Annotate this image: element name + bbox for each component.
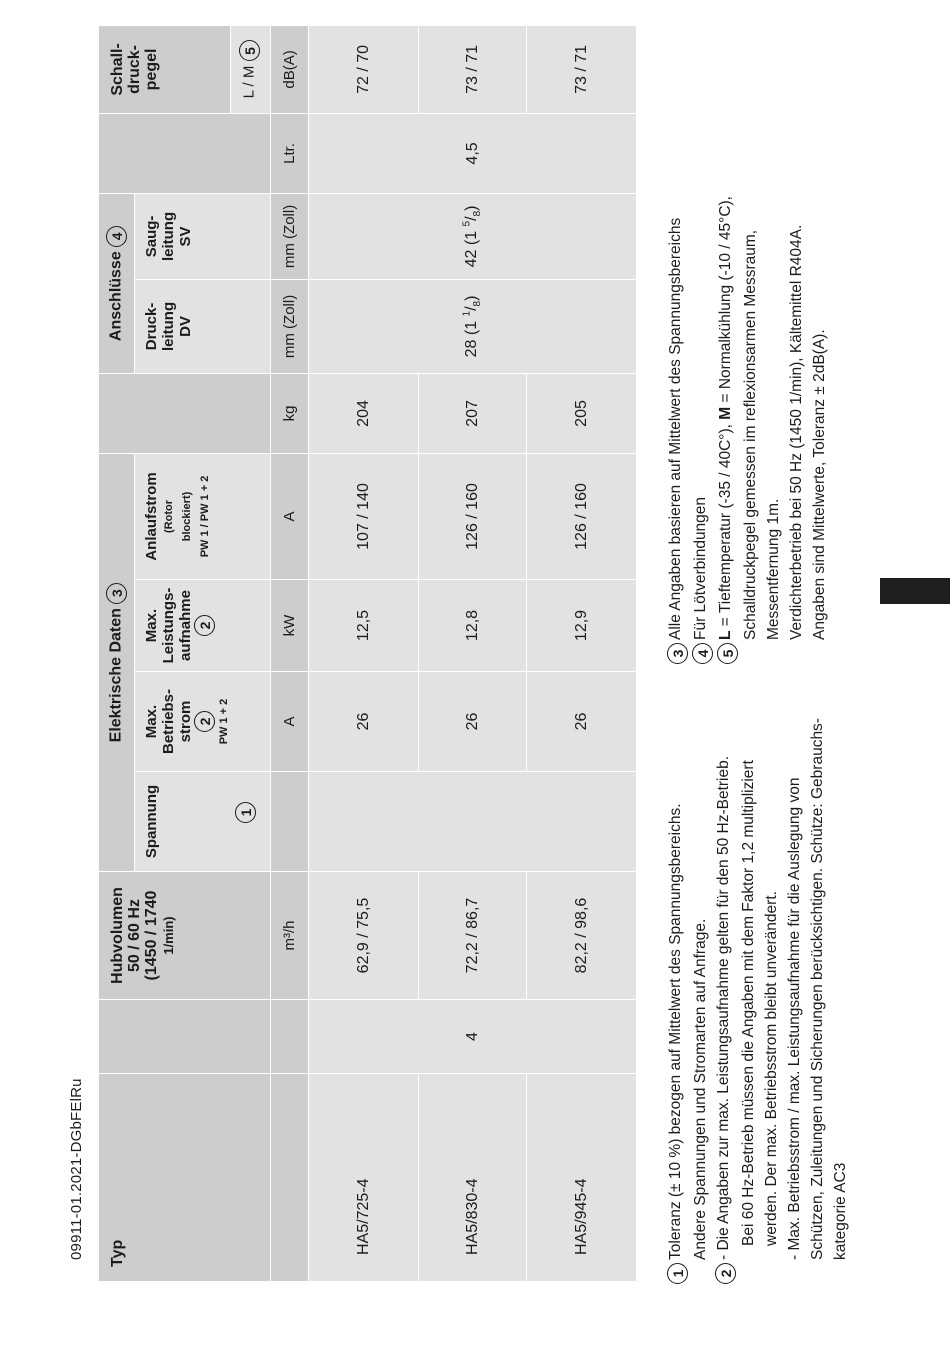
header-typ: Typ	[99, 1074, 271, 1282]
cell-gewicht: 207	[419, 373, 527, 453]
section-tab-marker	[880, 578, 950, 604]
cell-schall: 72 / 70	[309, 25, 419, 113]
unit-anlaufstrom: A	[271, 453, 309, 579]
cell-leistung: 12,9	[527, 580, 637, 672]
footnote-3: 3 Alle Angaben basieren auf Mittelwert des Spannungsbereichs	[664, 196, 689, 664]
cell-hubvolumen: 82,2 / 98,6	[527, 872, 637, 1000]
header-saugleitung: Saug- leitung SV	[135, 193, 271, 279]
cell-schall: 73 / 71	[419, 25, 527, 113]
note-5-icon: 5	[717, 643, 738, 664]
footnote-1-line: Toleranz (± 10 %) bezogen auf Mittelwert des Spannungsbereichs.	[667, 803, 684, 1260]
header-elektrische-daten: Elektrische Daten 3	[99, 453, 135, 871]
footnote-4: 4 Für Lötverbindungen	[689, 196, 714, 664]
cell-leistung: 12,5	[309, 580, 419, 672]
note-2-icon: 2	[715, 1263, 736, 1284]
cell-leistung: 12,8	[419, 580, 527, 672]
header-hubvolumen: Hubvolumen 50 / 60 Hz (1450 / 1740 1/min)	[99, 872, 271, 1000]
unit-spannung	[271, 772, 309, 872]
note-3-icon: 3	[667, 643, 688, 664]
header-anschluesse: Anschlüsse 4	[99, 193, 135, 373]
footnote-2-line: Bei 60 Hz-Betrieb müssen die Angaben mit dem Faktor 1,2 multipliziert	[740, 760, 757, 1246]
cell-spannung	[309, 772, 637, 872]
cell-hubvolumen: 62,9 / 75,5	[309, 872, 419, 1000]
table-row	[309, 25, 419, 1281]
footnote-2-line: Schützen, Zuleitungen und Sicherungen berücksichtigen. Schütze: Gebrauchs-	[809, 718, 826, 1260]
cell-typ: HA5/830-4	[419, 1074, 527, 1282]
header-spannung: Spannung 1	[135, 772, 271, 872]
header-anlaufstrom: Anlaufstrom (Rotor blockiert) PW 1 / PW 1 + 2	[135, 453, 271, 579]
unit-oel: Ltr.	[271, 113, 309, 193]
unit-schall: dB(A)	[271, 25, 309, 113]
footnote-2-line: werden. Der max. Betriebsstrom bleibt unverändert.	[763, 891, 780, 1246]
header-zylinder	[99, 1000, 271, 1074]
note-4-icon: 4	[692, 643, 713, 664]
unit-hubvolumen: m³/h	[271, 872, 309, 1000]
cell-gewicht: 205	[527, 373, 637, 453]
unit-betriebsstrom: A	[271, 672, 309, 772]
cell-gewicht: 204	[309, 373, 419, 453]
unit-gewicht: kg	[271, 373, 309, 453]
cell-zylinder: 4	[309, 1000, 637, 1074]
note-2-icon: 2	[194, 711, 215, 732]
footnote-2-line: - Max. Betriebsstrom / max. Leistungsaufnahme für die Auslegung von	[786, 777, 803, 1260]
note-4-icon: 4	[106, 226, 127, 247]
cell-anlaufstrom: 126 / 160	[419, 453, 527, 579]
unit-typ	[271, 1074, 309, 1282]
document-code: 09911-01.2021-DGbFElRu	[68, 1078, 85, 1260]
header-gewicht	[99, 373, 271, 453]
cell-hubvolumen: 72,2 / 86,7	[419, 872, 527, 1000]
cell-druckleitung: 28 (1 $^1/_8$)	[309, 279, 637, 373]
header-schall-lm: L / M 5	[231, 25, 271, 113]
header-max-betriebsstrom: Max. Betriebs- strom 2 PW 1 + 2	[135, 672, 271, 772]
footnote-5: 5 L = Tieftemperatur (-35 / 40C°), M = Normalkühlung (-10 / 45°C),	[714, 196, 739, 664]
cell-oel: 4,5	[309, 113, 637, 193]
unit-zylinder	[271, 1000, 309, 1074]
cell-betriebsstrom: 26	[309, 672, 419, 772]
footnotes-right	[664, 196, 831, 664]
spec-table	[98, 25, 637, 1282]
cell-anlaufstrom: 107 / 140	[309, 453, 419, 579]
footnote-5-line: Verdichterbetrieb bei 50 Hz (1450 1/min), Kältemittel R404A.	[788, 224, 805, 640]
footnote-5-line: Angaben sind Mittelwerte, Toleranz ± 2dB(A).	[811, 329, 828, 640]
note-2-icon: 2	[194, 615, 215, 636]
cell-schall: 73 / 71	[527, 25, 637, 113]
cell-anlaufstrom: 126 / 160	[527, 453, 637, 579]
cell-typ: HA5/725-4	[309, 1074, 419, 1282]
cell-typ: HA5/945-4	[527, 1074, 637, 1282]
note-3-icon: 3	[106, 583, 127, 604]
cell-betriebsstrom: 26	[527, 672, 637, 772]
note-1-icon: 1	[235, 802, 256, 823]
cell-saugleitung: 42 (1 $^5/_8$)	[309, 193, 637, 279]
header-oel	[99, 113, 271, 193]
footnotes-left	[664, 718, 852, 1284]
note-5-icon: 5	[239, 40, 260, 61]
footnote-5-line: Messentfernung 1m.	[765, 498, 782, 640]
unit-druckleitung: mm (Zoll)	[271, 279, 309, 373]
footnote-2	[712, 718, 737, 1284]
footnote-5-line: Schalldruckpegel gemessen im reflexionsarmen Messraum,	[742, 229, 759, 640]
unit-leistung: kW	[271, 580, 309, 672]
note-1-icon: 1	[667, 1263, 688, 1284]
footnote-2-line: kategorie AC3	[832, 1162, 849, 1260]
header-schalldruckpegel: Schall- druck- pegel	[99, 25, 231, 113]
footnote-1	[664, 718, 689, 1284]
spec-table-container	[98, 43, 638, 1282]
cell-betriebsstrom: 26	[419, 672, 527, 772]
footnote-1-line: Andere Spannungen und Stromarten auf Anfrage.	[692, 918, 709, 1260]
header-druckleitung: Druck- leitung DV	[135, 279, 271, 373]
unit-saugleitung: mm (Zoll)	[271, 193, 309, 279]
footnote-2-line: - Die Angaben zur max. Leistungsaufnahme gelten für den 50 Hz-Betrieb.	[715, 755, 732, 1260]
header-max-leistungsaufnahme: Max. Leistungs- aufnahme 2	[135, 580, 271, 672]
